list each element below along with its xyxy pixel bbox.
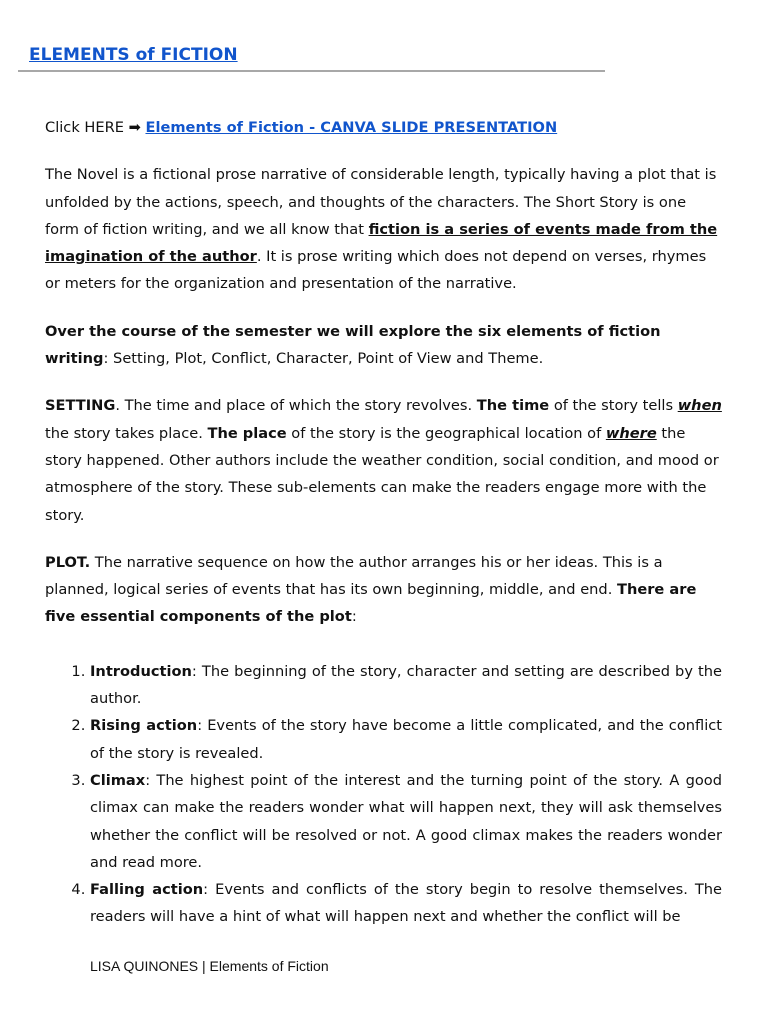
- setting-place-label: The place: [207, 424, 287, 442]
- setting-label: SETTING: [45, 397, 116, 415]
- setting-where: where: [605, 424, 657, 442]
- list-item: [90, 658, 722, 713]
- page-heading[interactable]: ELEMENTS of FICTION: [29, 45, 238, 65]
- component-text: : The beginning of the story, character and setting are described by the author.: [90, 662, 722, 708]
- component-term: Rising action: [90, 717, 198, 735]
- setting-time-label: The time: [476, 397, 550, 415]
- click-here-line: [45, 114, 722, 141]
- setting-text-1: . The time and place of which the story revolves.: [115, 397, 477, 415]
- plot-paragraph: [45, 549, 722, 631]
- intro-text-2: . It is prose writing which does not depend on verses, rhymes or meters for the organization and presentation of the narrative.: [45, 248, 707, 293]
- component-term: Climax: [90, 771, 146, 789]
- page-footer: LISA QUINONES | Elements of Fiction: [90, 958, 329, 974]
- canva-presentation-link[interactable]: Elements of Fiction - CANVA SLIDE PRESENTATION: [145, 119, 558, 136]
- plot-label: PLOT.: [45, 553, 91, 571]
- setting-when: when: [677, 397, 722, 415]
- component-text: : Events of the story have become a little complicated, and the conflict of the story is revealed.: [90, 717, 722, 762]
- document-body: [45, 114, 722, 931]
- overview-paragraph: [45, 318, 722, 373]
- setting-paragraph: [45, 392, 722, 528]
- plot-text-1: The narrative sequence on how the author arranges his or her ideas. This is a planned, logical series of events that has its own beginning, middle, and end.: [45, 553, 663, 599]
- overview-emphasis: Over the course of the semester we will explore the six elements of fiction writing: [45, 322, 661, 368]
- arrow-right-icon: ➡: [128, 119, 141, 136]
- intro-text-1: The Novel is a fictional prose narrative of considerable length, typically having a plot that is unfolded by the actions, speech, and thoughts of the characters. The Short Story is one form of fiction writing, and we all know that: [45, 166, 717, 238]
- list-item: [90, 876, 722, 931]
- component-text: : Events and conflicts of the story begin to resolve themselves. The readers will have a hint of what will happen next and whether the conflict will be: [90, 881, 723, 926]
- plot-text-2: :: [351, 608, 357, 626]
- plot-components-list: [45, 658, 722, 931]
- setting-text-2: of the story tells: [549, 397, 678, 415]
- setting-text-5: the story happened. Other authors include the weather condition, social condition, and mood or atmosphere of the story. These sub-elements can make the readers engage more with the story.: [45, 424, 719, 524]
- component-term: Introduction: [90, 662, 192, 680]
- list-item: [90, 712, 722, 767]
- intro-paragraph: [45, 161, 722, 297]
- plot-emphasis: There are five essential components of the plot: [45, 581, 697, 626]
- setting-text-4: of the story is the geographical location of: [286, 424, 606, 442]
- click-here-text: Click HERE: [45, 119, 129, 136]
- overview-text: : Setting, Plot, Conflict, Character, Point of View and Theme.: [103, 350, 544, 368]
- setting-text-3: the story takes place.: [45, 424, 208, 442]
- list-item: [90, 767, 722, 876]
- component-text: : The highest point of the interest and the turning point of the story. A good climax can make the readers wonder what will happen next, they will ask themselves whether the conflict will be resolved or not. A good climax makes the readers wonder and read more.: [90, 771, 722, 871]
- heading-rule: [18, 70, 605, 72]
- intro-emphasis: fiction is a series of events made from the imagination of the author: [45, 220, 718, 266]
- component-term: Falling action: [90, 881, 204, 899]
